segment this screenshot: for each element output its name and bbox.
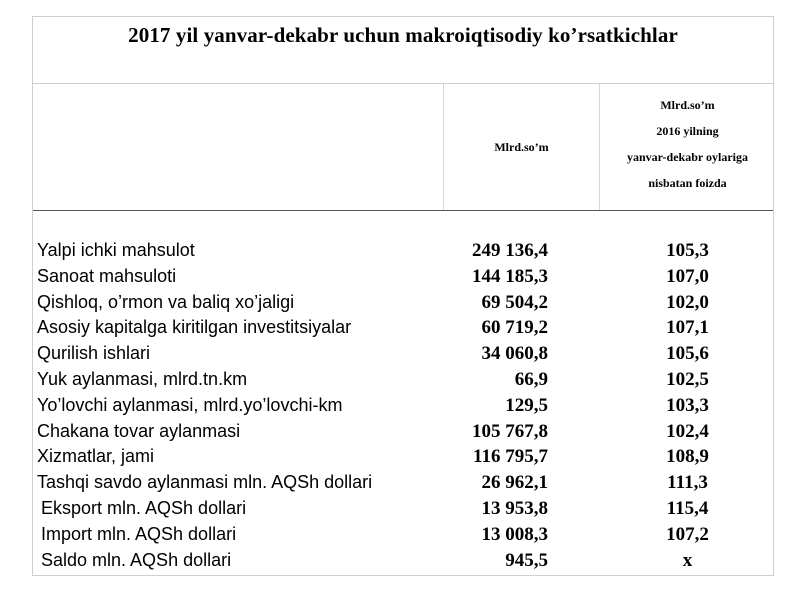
header-row [33, 83, 773, 211]
table-row [33, 367, 773, 393]
row-value: 144 185,3 [472, 265, 548, 287]
row-percent: 115,4 [666, 497, 709, 519]
row-value: 13 008,3 [481, 523, 548, 545]
row-value: 249 136,4 [472, 240, 548, 261]
row-value: 66,9 [514, 368, 548, 390]
table-row [33, 290, 773, 316]
indicators-table [32, 16, 774, 576]
row-percent: 103,3 [666, 394, 709, 416]
row-label: Sanoat mahsuloti [37, 265, 177, 286]
table-row [33, 315, 773, 341]
row-percent: 107,0 [666, 265, 709, 287]
row-percent: 102,0 [666, 291, 709, 313]
row-value: 34 060,8 [481, 343, 548, 365]
header-percent-line: Mlrd.so’m [660, 98, 715, 112]
row-value: 129,5 [505, 394, 548, 416]
row-value: 13 953,8 [481, 497, 548, 519]
row-label: Qishloq, o’rmon va baliq xo’jaligi [37, 291, 295, 312]
header-percent-line: nisbatan foizda [648, 176, 727, 190]
row-percent: 107,2 [666, 523, 709, 545]
table-row [33, 341, 773, 367]
table-row [33, 470, 773, 496]
header-value-column: Mlrd.so’m [494, 139, 549, 154]
row-percent: x [682, 549, 693, 571]
row-value: 26 962,1 [481, 472, 548, 494]
table-row [33, 522, 773, 548]
row-label: Qurilish ishlari [37, 343, 151, 364]
header-percent-line: 2016 yilning [656, 124, 719, 138]
row-label: Import mln. AQSh dollari [41, 523, 237, 544]
table-row [33, 264, 773, 290]
row-percent: 105,6 [666, 343, 709, 365]
row-label: Tashqi savdo aylanmasi mln. AQSh dollari [37, 472, 373, 493]
table-title: 2017 yil yanvar-dekabr uchun makroiqtisodiy ko’rsatkichlar [128, 23, 678, 47]
header-percent-column [600, 92, 775, 196]
row-percent: 102,4 [666, 420, 709, 442]
row-value: 69 504,2 [481, 291, 548, 313]
table-row [33, 548, 773, 574]
row-label: Yo’lovchi aylanmasi, mlrd.yo’lovchi-km [37, 394, 343, 415]
row-label: Chakana tovar aylanmasi [37, 420, 241, 441]
row-percent: 108,9 [666, 446, 709, 468]
row-label: Eksport mln. AQSh dollari [41, 497, 247, 518]
row-percent: 107,1 [666, 317, 709, 339]
table-row [33, 444, 773, 470]
table-row [33, 496, 773, 522]
table-row [33, 419, 773, 445]
row-label: Asosiy kapitalga kiritilgan investitsiyalar [37, 317, 352, 338]
title-row [33, 17, 773, 84]
table-row [33, 393, 773, 419]
row-percent: 111,3 [667, 472, 708, 494]
header-percent-line: yanvar-dekabr oylariga [626, 150, 748, 164]
row-percent: 105,3 [666, 240, 709, 261]
row-value: 945,5 [505, 549, 548, 571]
row-label: Yalpi ichki mahsulot [37, 240, 195, 260]
row-label: Xizmatlar, jami [37, 446, 155, 467]
row-value: 60 719,2 [481, 317, 548, 339]
row-label: Saldo mln. AQSh dollari [41, 549, 232, 570]
row-value: 105 767,8 [472, 420, 548, 442]
row-value: 116 795,7 [473, 446, 548, 468]
table-row [33, 238, 773, 264]
table-body [33, 238, 773, 573]
row-percent: 102,5 [666, 368, 709, 390]
row-label: Yuk aylanmasi, mlrd.tn.km [37, 368, 248, 389]
